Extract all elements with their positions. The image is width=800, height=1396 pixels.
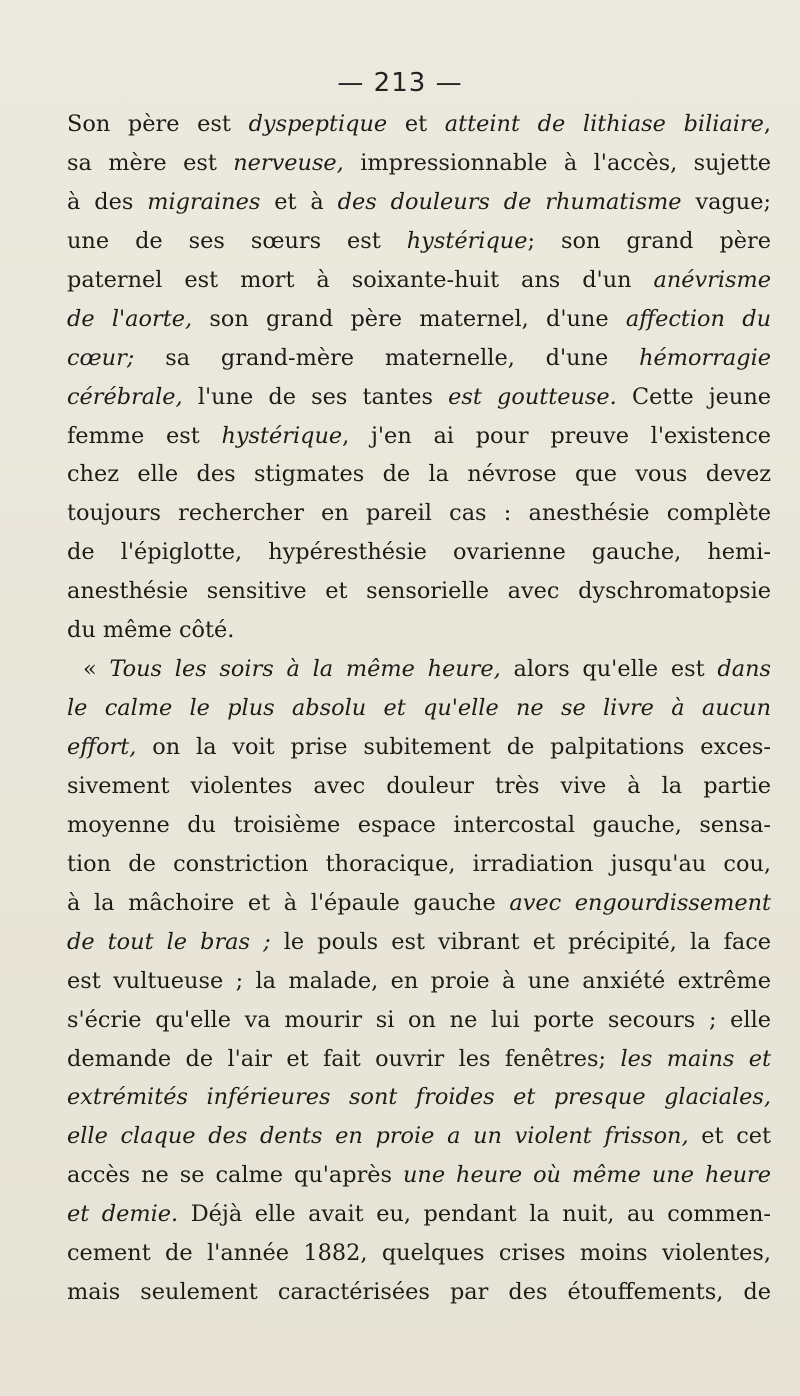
italic-text: nerveuse, — [233, 149, 344, 176]
text-line — [67, 1273, 771, 1312]
italic-text: cœur; — [67, 344, 135, 371]
italic-text: extrémités inférieures sont froides et presque glaciales, — [67, 1084, 771, 1111]
text-line — [67, 884, 771, 923]
text-line — [67, 806, 771, 845]
italic-text: Tous les soirs à la même heure, — [109, 656, 501, 683]
italic-text: avec engourdissement — [509, 889, 771, 916]
italic-text: hystérique — [221, 422, 343, 449]
text-segment: s'écrie qu'elle va mourir si on ne lui porte secours ; elle — [67, 1006, 771, 1033]
text-line — [67, 845, 771, 884]
text-line — [67, 533, 771, 572]
text-line — [67, 300, 771, 339]
text-segment: ; son grand père — [527, 227, 771, 254]
text-line — [67, 417, 771, 456]
text-line — [67, 1001, 771, 1040]
text-line — [67, 767, 771, 806]
italic-text: dans — [717, 656, 771, 683]
italic-text: des douleurs de rhumatisme — [337, 188, 682, 215]
text-segment: et à — [260, 188, 338, 215]
text-segment: sivement violentes avec douleur très vive à la partie — [67, 772, 771, 799]
text-segment: , — [763, 111, 771, 137]
text-segment: paternel est mort à soixante-huit ans d'un — [67, 266, 654, 293]
text-line — [67, 572, 771, 611]
text-line — [67, 1040, 771, 1079]
text-segment: , j'en ai pour preuve l'existence — [342, 422, 771, 449]
text-segment: du même côté. — [67, 617, 235, 644]
text-segment: toujours rechercher en pareil cas : anesthésie complète — [67, 500, 771, 527]
text-line — [67, 261, 771, 300]
text-segment: sa grand-mère maternelle, d'une — [134, 344, 640, 371]
text-line — [67, 923, 771, 962]
text-line — [67, 611, 771, 650]
text-segment: chez elle des stigmates de la névrose que vous devez — [67, 461, 771, 488]
italic-text: elle claque des dents en proie a un violent frisson, — [67, 1123, 689, 1150]
text-segment: à la mâchoire et à l'épaule gauche — [67, 889, 510, 916]
text-segment: accès ne se calme qu'après — [67, 1162, 403, 1189]
italic-text: une heure où même une heure — [403, 1162, 771, 1189]
text-segment: Son père est — [67, 111, 249, 137]
text-line — [67, 1117, 771, 1156]
text-line — [67, 962, 771, 1001]
text-line — [67, 650, 771, 689]
text-line — [67, 1195, 771, 1234]
italic-text: hystérique — [406, 227, 528, 254]
text-segment: à des — [67, 188, 148, 215]
italic-text: de l'aorte, — [67, 305, 193, 332]
text-segment: moyenne du troisième espace intercostal gauche, sensa- — [67, 811, 771, 838]
italic-text: le calme le plus absolu et qu'elle ne se livre à aucun — [67, 695, 771, 722]
italic-text: cérébrale, — [67, 383, 183, 410]
text-segment: on la voit prise subitement de palpitations exces- — [136, 734, 771, 760]
italic-text: de tout le bras ; — [67, 928, 271, 955]
text-segment: femme est — [67, 422, 222, 449]
text-segment: demande de l'air et fait ouvrir les fenêtres; — [67, 1045, 621, 1072]
text-segment: cement de l'année 1882, quelques crises moins violentes, — [67, 1240, 771, 1267]
text-line — [67, 1078, 771, 1117]
text-segment: impressionnable à l'accès, sujette — [343, 149, 771, 176]
text-segment: sa mère est — [67, 149, 234, 176]
text-segment: et — [387, 111, 445, 137]
text-segment: Cette jeune — [616, 383, 771, 410]
text-line — [67, 1156, 771, 1195]
text-line — [67, 222, 771, 261]
text-line — [67, 339, 771, 378]
text-segment: une de ses sœurs est — [67, 227, 407, 254]
text-segment: vague; — [681, 188, 771, 215]
italic-text: migraines — [147, 188, 261, 215]
text-line — [67, 1234, 771, 1273]
italic-text: anévrisme — [653, 266, 771, 293]
text-line — [67, 105, 771, 144]
text-line — [67, 728, 771, 767]
text-segment: est vultueuse ; la malade, en proie à une anxiété extrême — [67, 967, 771, 994]
italic-text: atteint de lithiase biliaire — [444, 111, 764, 137]
text-segment: tion de constriction thoracique, irradiation jusqu'au cou, — [67, 850, 771, 877]
text-segment: Déjà elle avait eu, pendant la nuit, au commen- — [178, 1201, 771, 1228]
italic-text: effort, — [67, 734, 137, 760]
text-segment: l'une de ses tantes — [182, 383, 449, 410]
italic-text: est goutteuse. — [448, 383, 617, 410]
text-segment: « — [83, 656, 110, 683]
text-segment: et cet — [688, 1123, 771, 1150]
text-line — [67, 455, 771, 494]
text-segment: son grand père maternel, d'une — [192, 305, 626, 332]
text-line — [67, 144, 771, 183]
text-segment: le pouls est vibrant et précipité, la face — [270, 928, 771, 955]
italic-text: hémorragie — [639, 344, 771, 371]
text-segment: de l'épiglotte, hypéresthésie ovarienne gauche, hemi- — [67, 539, 771, 566]
page-number: — 213 — — [337, 68, 463, 98]
text-segment: mais seulement caractérisées par des étouffements, de — [67, 1279, 771, 1306]
italic-text: et demie. — [67, 1201, 179, 1228]
body-text — [67, 105, 771, 1312]
text-segment: anesthésie sensitive et sensorielle avec dyschromatopsie — [67, 578, 771, 605]
text-line — [67, 378, 771, 417]
text-segment: alors qu'elle est — [500, 656, 718, 683]
italic-text: les mains et — [620, 1045, 771, 1072]
text-line — [67, 494, 771, 533]
italic-text: dyspeptique — [248, 111, 388, 137]
italic-text: affection du — [625, 305, 771, 332]
text-line — [67, 689, 771, 728]
text-line — [67, 183, 771, 222]
